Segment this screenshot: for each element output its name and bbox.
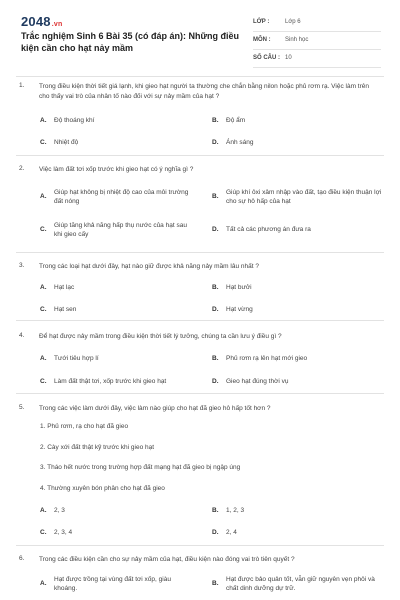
question-text: Việc làm đất tơi xốp trước khi gieo hạt có ý nghĩa gì ? [39, 166, 194, 173]
statement-item: 3. Tháo hết nước trong trường hợp đất mạng hạt đã gieo bị ngập úng [40, 464, 241, 471]
meta-key: LỚP : [253, 19, 270, 25]
option-label: A. [40, 507, 47, 514]
option-text: Giúp hạt không bị nhiệt độ cao của môi trường đất nóng [54, 189, 189, 205]
meta-value: Lớp 6 [285, 19, 301, 25]
page-title: Trắc nghiệm Sinh 6 Bài 35 (có đáp án): Những điều kiện cần cho hạt nảy mầm [21, 31, 240, 53]
question-number: 6. [19, 555, 25, 562]
option-label: D. [212, 226, 219, 233]
question-text: Trong các loại hạt dưới đây, hạt nào giữ được khả năng nảy mầm lâu nhất ? [39, 263, 259, 270]
question-number: 3. [19, 262, 25, 269]
divider [16, 76, 384, 77]
header [0, 0, 400, 76]
option-label: C. [40, 529, 47, 536]
question-text: Trong điều kiện thời tiết giá lạnh, khi gieo hạt người ta thường che chắn bằng nilon hoặc phủ rơm rạ. Việc làm trên cho thấy vai trò của nhân tố nào đối với sự nảy mầm của hạt ? [39, 83, 369, 100]
divider [16, 320, 384, 321]
option-label: A. [40, 355, 47, 362]
option-label: B. [212, 284, 219, 291]
option-text: Hạt được bảo quản tốt, vẫn giữ nguyên vẹn phôi và chất dinh dưỡng dự trữ. [226, 576, 375, 592]
option-label: C. [40, 306, 47, 313]
option-label: A. [40, 193, 47, 200]
question-text: Trong các việc làm dưới đây, việc làm nào giúp cho hạt đã gieo hô hấp tốt hơn ? [39, 405, 271, 412]
option-label: A. [40, 580, 47, 587]
option-label: C. [40, 226, 47, 233]
logo-text: 2048 [21, 14, 51, 29]
meta-row-count [253, 50, 381, 68]
option-label: A. [40, 284, 47, 291]
option-label: B. [212, 117, 219, 124]
option-text: Hạt được trồng tại vùng đất tơi xốp, giàu khoáng. [54, 576, 171, 592]
option-text: Tưới tiêu hợp lí [54, 355, 99, 362]
option-label: D. [212, 378, 219, 385]
option-label: A. [40, 117, 47, 124]
divider [16, 545, 384, 546]
option-text: Hạt lạc [54, 284, 75, 291]
option-label: D. [212, 306, 219, 313]
option-text: 1, 2, 3 [226, 507, 245, 514]
question-text: Trong các điều kiện cần cho sự nảy mầm của hạt, điều kiện nào đóng vai trò tiên quyết ? [39, 556, 295, 563]
meta-row-class [253, 14, 381, 32]
divider [16, 393, 384, 394]
option-label: B. [212, 355, 219, 362]
option-text: Nhiệt độ [54, 139, 79, 146]
meta-row-subject [253, 32, 381, 50]
option-text: Tất cả các phương án đưa ra [226, 226, 311, 233]
option-text: Phủ rơm rạ lên hạt mới gieo [226, 355, 308, 362]
option-text: Gieo hạt đúng thời vụ [226, 378, 289, 385]
option-text: Giúp khí ôxi xâm nhập vào đất, tạo điều kiện thuận lợi cho sự hô hấp của hạt [226, 189, 382, 205]
option-label: B. [212, 580, 219, 587]
option-label: B. [212, 193, 219, 200]
question-number: 2. [19, 165, 25, 172]
divider [16, 155, 384, 156]
question-number: 1. [19, 82, 25, 89]
logo-suffix: .vn [51, 21, 63, 28]
divider [16, 252, 384, 253]
question-number: 4. [19, 332, 25, 339]
meta-value: 10 [285, 55, 292, 61]
option-text: 2, 4 [226, 529, 237, 536]
site-logo[interactable] [21, 14, 62, 29]
option-label: D. [212, 139, 219, 146]
option-text: Giúp tăng khả năng hấp thụ nước của hạt sau khi gieo cấy [54, 222, 187, 238]
option-label: B. [212, 507, 219, 514]
meta-key: SỐ CÂU : [253, 55, 280, 61]
statement-item: 1. Phủ rơm, rạ cho hạt đã gieo [40, 423, 129, 430]
question-text: Để hạt được nảy mầm trong điều kiện thời tiết lý tưởng, chúng ta cần lưu ý điều gì ? [39, 333, 282, 340]
option-text: Làm đất thật tơi, xốp trước khi gieo hạt [54, 378, 167, 385]
option-text: 2, 3 [54, 507, 65, 514]
option-label: C. [40, 139, 47, 146]
option-text: Hạt bưởi [226, 284, 252, 291]
option-text: 2, 3, 4 [54, 529, 73, 536]
statement-item: 2. Cày xới đất thật kỹ trước khi gieo hạt [40, 444, 155, 451]
option-text: Hạt sen [54, 306, 77, 313]
option-text: Độ ẩm [226, 117, 246, 124]
meta-value: Sinh học [285, 37, 309, 43]
meta-key: MÔN : [253, 37, 271, 43]
option-label: D. [212, 529, 219, 536]
option-text: Ánh sáng [226, 139, 254, 146]
meta-info [253, 14, 381, 68]
statement-item: 4. Thường xuyên bón phân cho hạt đã gieo [40, 485, 165, 492]
option-text: Độ thoáng khí [54, 117, 95, 124]
option-label: C. [40, 378, 47, 385]
question-number: 5. [19, 404, 25, 411]
option-text: Hạt vừng [226, 306, 253, 313]
